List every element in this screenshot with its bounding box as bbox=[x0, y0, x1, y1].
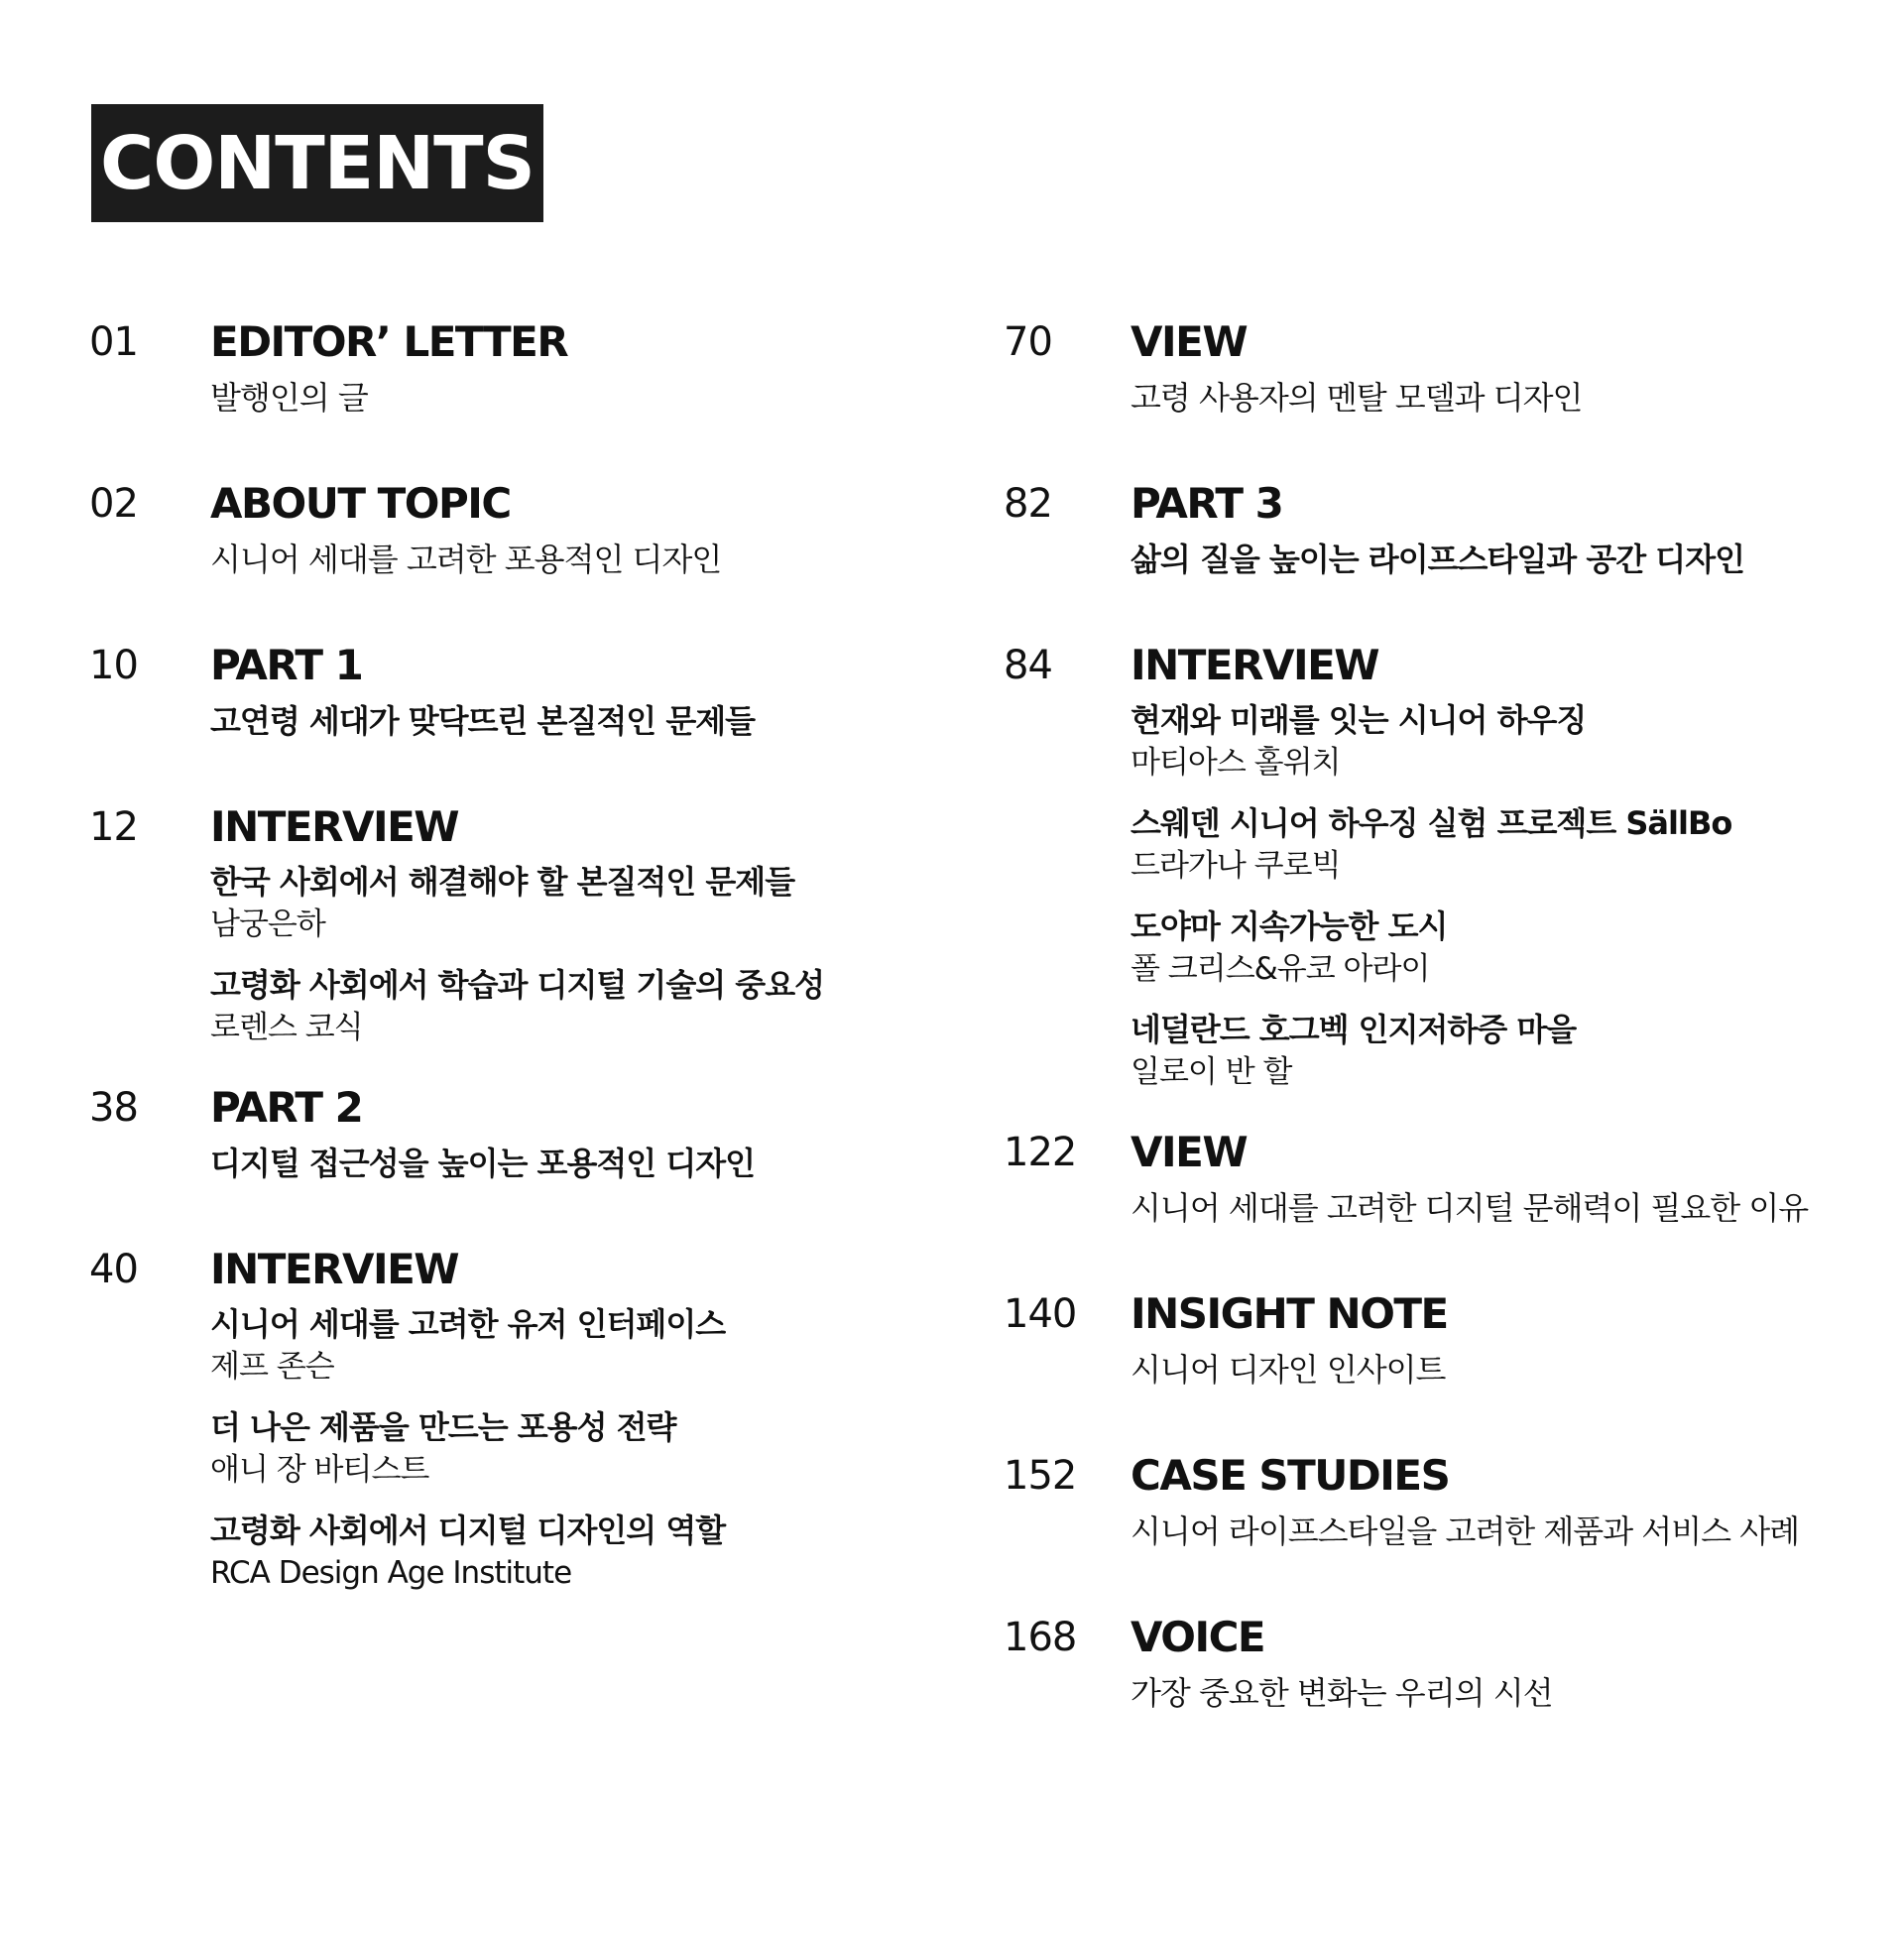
toc-entry[interactable] bbox=[1004, 1287, 1876, 1416]
page-title: CONTENTS bbox=[100, 120, 535, 206]
entry-title: VIEW bbox=[1130, 317, 1248, 366]
entry-title: EDITOR’ LETTER bbox=[210, 317, 568, 366]
interview-item[interactable] bbox=[210, 963, 942, 1048]
page-number: 40 bbox=[89, 1247, 138, 1292]
toc-entry[interactable] bbox=[1004, 639, 1876, 1093]
interview-title: 시니어 세대를 고려한 유저 인터페이스 bbox=[210, 1305, 726, 1343]
entry-title: ABOUT TOPIC bbox=[210, 479, 511, 528]
entry-subtitle: 고연령 세대가 맞닥뜨린 본질적인 문제들 bbox=[210, 702, 756, 740]
page-number: 70 bbox=[1004, 319, 1052, 365]
entry-title: INTERVIEW bbox=[210, 802, 459, 851]
entry-title: INSIGHT NOTE bbox=[1130, 1289, 1448, 1338]
entry-subtitle: 발행인의 글 bbox=[210, 379, 368, 417]
interview-item[interactable] bbox=[1130, 698, 1876, 784]
entry-title: PART 2 bbox=[210, 1083, 363, 1132]
toc-entry[interactable] bbox=[1004, 1611, 1876, 1740]
page-number: 02 bbox=[89, 481, 138, 527]
toc-entry[interactable] bbox=[89, 315, 942, 444]
entry-body bbox=[1130, 477, 1876, 582]
entry-title: CASE STUDIES bbox=[1130, 1451, 1450, 1500]
interview-title: 고령화 사회에서 디지털 디자인의 역할 bbox=[210, 1512, 726, 1549]
entry-body bbox=[210, 477, 942, 582]
interview-title: 현재와 미래를 잇는 시니어 하우징 bbox=[1130, 701, 1587, 739]
entry-subtitle: 가장 중요한 변화는 우리의 시선 bbox=[1130, 1674, 1553, 1712]
toc-entry[interactable] bbox=[1004, 1126, 1876, 1255]
page-number: 38 bbox=[89, 1085, 138, 1131]
entry-title: PART 3 bbox=[1130, 479, 1283, 528]
entry-body bbox=[1130, 639, 1876, 1093]
interview-author: RCA Design Age Institute bbox=[210, 1555, 572, 1591]
interview-author: 남궁은하 bbox=[210, 907, 325, 942]
entry-subtitle: 고령 사용자의 멘탈 모델과 디자인 bbox=[1130, 379, 1583, 417]
toc-entry[interactable] bbox=[1004, 1449, 1876, 1578]
toc-entry[interactable] bbox=[89, 1081, 942, 1210]
interview-author: 로렌스 코식 bbox=[210, 1010, 363, 1045]
page-number: 84 bbox=[1004, 643, 1052, 688]
page-number: 152 bbox=[1004, 1453, 1077, 1499]
entry-body bbox=[210, 315, 942, 421]
interview-author: 제프 존슨 bbox=[210, 1349, 334, 1385]
entry-subtitle: 시니어 디자인 인사이트 bbox=[1130, 1351, 1446, 1389]
entry-body bbox=[1130, 1611, 1876, 1716]
entry-body bbox=[210, 800, 942, 1048]
entry-title: VIEW bbox=[1130, 1128, 1248, 1176]
interview-item[interactable] bbox=[210, 860, 942, 945]
entry-body bbox=[1130, 1449, 1876, 1554]
entry-title: PART 1 bbox=[210, 641, 363, 689]
toc-entry[interactable] bbox=[89, 639, 942, 768]
interview-author: 마티아스 홀위치 bbox=[1130, 745, 1341, 781]
toc-column-right bbox=[1004, 315, 1876, 1772]
interview-item[interactable] bbox=[210, 1405, 942, 1491]
toc-column-left bbox=[89, 315, 942, 1627]
interview-author: 일로이 반 할 bbox=[1130, 1054, 1292, 1090]
entry-body bbox=[1130, 1126, 1876, 1231]
toc-entry[interactable] bbox=[89, 1243, 942, 1594]
interview-title: 네덜란드 호그벡 인지저하증 마을 bbox=[1130, 1011, 1577, 1048]
interview-item[interactable] bbox=[1130, 905, 1876, 990]
interview-author: 애니 장 바티스트 bbox=[210, 1452, 429, 1488]
entry-title: INTERVIEW bbox=[1130, 641, 1379, 689]
entry-subtitle: 시니어 라이프스타일을 고려한 제품과 서비스 사례 bbox=[1130, 1512, 1800, 1550]
entry-subtitle: 삶의 질을 높이는 라이프스타일과 공간 디자인 bbox=[1130, 541, 1745, 578]
page-number: 140 bbox=[1004, 1291, 1077, 1337]
page-number: 10 bbox=[89, 643, 138, 688]
contents-title-box bbox=[91, 104, 543, 222]
page-number: 82 bbox=[1004, 481, 1052, 527]
toc-entry[interactable] bbox=[1004, 477, 1876, 606]
entry-body bbox=[210, 639, 942, 744]
interview-item[interactable] bbox=[1130, 1008, 1876, 1093]
interview-title: 고령화 사회에서 학습과 디지털 기술의 중요성 bbox=[210, 966, 825, 1004]
entry-subtitle: 시니어 세대를 고려한 디지털 문해력이 필요한 이유 bbox=[1130, 1189, 1809, 1227]
interview-title: 도야마 지속가능한 도시 bbox=[1130, 908, 1448, 945]
interview-author: 드라가나 쿠로빅 bbox=[1130, 848, 1341, 884]
entry-body bbox=[1130, 315, 1876, 421]
interview-author: 폴 크리스&유코 아라이 bbox=[1130, 951, 1430, 987]
interview-title: 스웨덴 시니어 하우징 실험 프로젝트 SällBo bbox=[1130, 804, 1732, 842]
toc-entry[interactable] bbox=[89, 800, 942, 1048]
entry-body bbox=[1130, 1287, 1876, 1392]
interview-item[interactable] bbox=[210, 1302, 942, 1388]
interview-item[interactable] bbox=[1130, 801, 1876, 887]
entry-title: VOICE bbox=[1130, 1613, 1265, 1661]
page-number: 12 bbox=[89, 804, 138, 850]
interview-title: 한국 사회에서 해결해야 할 본질적인 문제들 bbox=[210, 863, 795, 901]
page-number: 122 bbox=[1004, 1130, 1077, 1175]
entry-subtitle: 시니어 세대를 고려한 포용적인 디자인 bbox=[210, 541, 722, 578]
toc-entry[interactable] bbox=[1004, 315, 1876, 444]
toc-entry[interactable] bbox=[89, 477, 942, 606]
page-number: 168 bbox=[1004, 1615, 1077, 1660]
entry-body bbox=[210, 1243, 942, 1594]
interview-title: 더 나은 제품을 만드는 포용성 전략 bbox=[210, 1408, 676, 1446]
entry-title: INTERVIEW bbox=[210, 1245, 459, 1293]
entry-subtitle: 디지털 접근성을 높이는 포용적인 디자인 bbox=[210, 1145, 756, 1182]
entry-body bbox=[210, 1081, 942, 1186]
page-number: 01 bbox=[89, 319, 138, 365]
interview-item[interactable] bbox=[210, 1509, 942, 1594]
